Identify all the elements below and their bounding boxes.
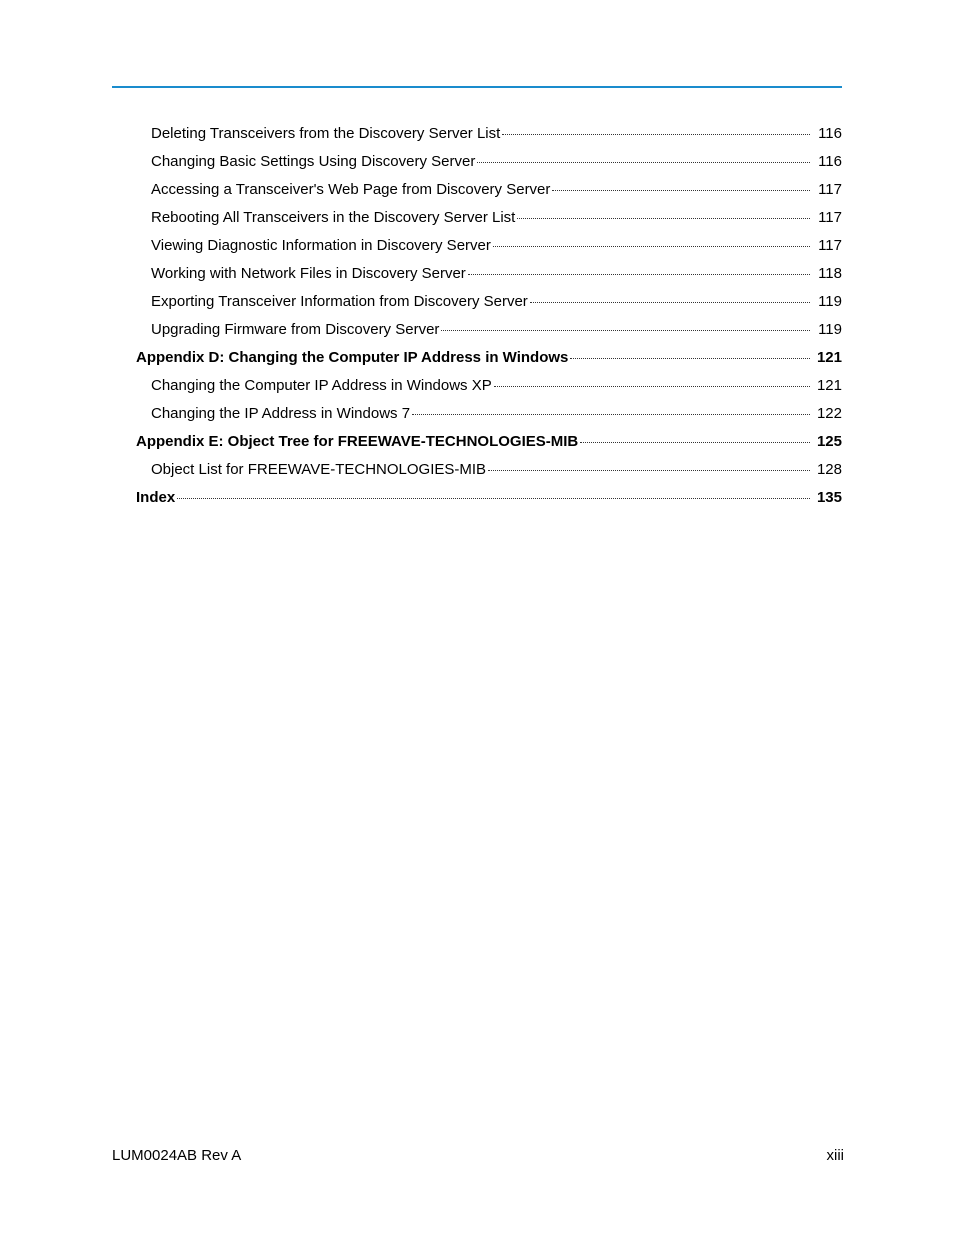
toc-leader-dots <box>177 498 810 499</box>
toc-entry-title[interactable]: Appendix D: Changing the Computer IP Address in Windows <box>136 349 569 366</box>
toc-entry-page[interactable]: 119 <box>818 293 842 310</box>
toc-entry-page[interactable]: 119 <box>818 321 842 338</box>
toc-entry-title[interactable]: Index <box>136 489 176 506</box>
toc-leader-dots <box>477 162 810 163</box>
toc-section-entry[interactable] <box>112 484 842 512</box>
toc-leader-dots <box>570 358 810 359</box>
toc-section-entry[interactable] <box>112 428 842 456</box>
toc-entry-title[interactable]: Upgrading Firmware from Discovery Server <box>151 321 440 338</box>
toc-leader-dots <box>494 386 810 387</box>
toc-leader-dots <box>530 302 810 303</box>
toc-entry-page[interactable]: 128 <box>816 461 842 478</box>
footer-doc-id: LUM0024AB Rev A <box>112 1147 242 1164</box>
toc-entry-page[interactable]: 121 <box>816 349 842 366</box>
toc-entry[interactable] <box>112 260 842 288</box>
toc-entry-title[interactable]: Deleting Transceivers from the Discovery Server List <box>151 125 501 142</box>
toc-entry-page[interactable]: 121 <box>816 377 842 394</box>
toc-entry-title[interactable]: Working with Network Files in Discovery Server <box>151 265 466 282</box>
toc-entry[interactable] <box>112 148 842 176</box>
toc-leader-dots <box>517 218 810 219</box>
toc-leader-dots <box>502 134 810 135</box>
toc-entry-title[interactable]: Changing the IP Address in Windows 7 <box>151 405 411 422</box>
toc-entry[interactable] <box>112 232 842 260</box>
toc-entry-title[interactable]: Appendix E: Object Tree for FREEWAVE-TECHNOLOGIES-MIB <box>136 433 579 450</box>
toc-entry-title[interactable]: Viewing Diagnostic Information in Discovery Server <box>151 237 491 254</box>
toc-entry-page[interactable]: 135 <box>816 489 842 506</box>
toc-section-entry[interactable] <box>112 344 842 372</box>
toc-leader-dots <box>552 190 810 191</box>
toc-entry[interactable] <box>112 120 842 148</box>
toc-leader-dots <box>580 442 810 443</box>
toc-entry-title[interactable]: Accessing a Transceiver's Web Page from Discovery Server <box>151 181 551 198</box>
toc-leader-dots <box>493 246 810 247</box>
toc-leader-dots <box>488 470 810 471</box>
toc-leader-dots <box>412 414 810 415</box>
toc-entry-page[interactable]: 116 <box>818 125 842 142</box>
toc-entry-title[interactable]: Rebooting All Transceivers in the Discovery Server List <box>151 209 516 226</box>
toc-entry[interactable] <box>112 176 842 204</box>
toc-leader-dots <box>468 274 810 275</box>
toc-entry-page[interactable]: 116 <box>818 153 842 170</box>
toc-entry[interactable] <box>112 372 842 400</box>
toc-entry-page[interactable]: 117 <box>818 237 842 254</box>
toc-leader-dots <box>441 330 810 331</box>
toc-entry-page[interactable]: 118 <box>818 265 842 282</box>
toc-entry-page[interactable]: 117 <box>818 181 842 198</box>
toc-entry[interactable] <box>112 288 842 316</box>
table-of-contents <box>112 120 842 512</box>
toc-entry-title[interactable]: Changing the Computer IP Address in Windows XP <box>151 377 492 394</box>
toc-entry-title[interactable]: Exporting Transceiver Information from Discovery Server <box>151 293 528 310</box>
toc-entry-page[interactable]: 125 <box>816 433 842 450</box>
toc-entry-page[interactable]: 117 <box>818 209 842 226</box>
toc-entry-page[interactable]: 122 <box>816 405 842 422</box>
footer-page-number: xiii <box>826 1147 844 1164</box>
header-rule <box>112 86 842 88</box>
toc-entry[interactable] <box>112 316 842 344</box>
toc-entry[interactable] <box>112 456 842 484</box>
toc-entry[interactable] <box>112 400 842 428</box>
toc-entry-title[interactable]: Changing Basic Settings Using Discovery Server <box>151 153 476 170</box>
toc-entry-title[interactable]: Object List for FREEWAVE-TECHNOLOGIES-MIB <box>151 461 487 478</box>
toc-entry[interactable] <box>112 204 842 232</box>
